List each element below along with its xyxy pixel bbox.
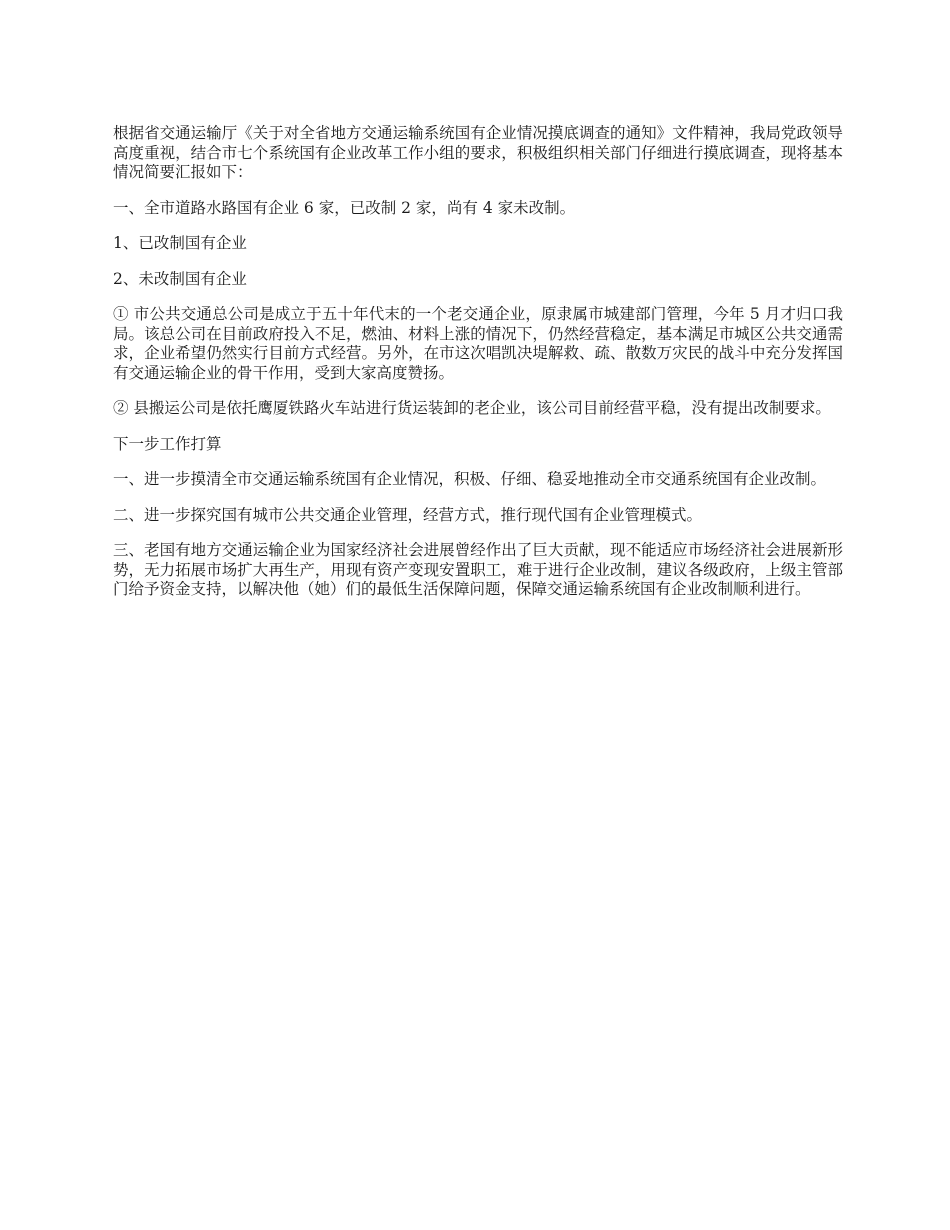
intro-paragraph: 根据省交通运输厅《关于对全省地方交通运输系统国有企业情况摸底调查的通知》文件精神，我局党政领导高度重视，结合市七个系统国有企业改革工作小组的要求，积极组织相关部门仔细进行摸底调查，现将基本情况简要汇报如下： [113,124,843,181]
next-step-three: 三、老国有地方交通运输企业为国家经济社会进展曾经作出了巨大贡献，现不能适应市场经济社会进展新形势，无力拓展市场扩大再生产，用现有资产变现安置职工，难于进行企业改制，建议各级政府，上级主管部门给予资金支持，以解决他（她）们的最低生活保障问题，保障交通运输系统国有企业改制顺利进行。 [113,541,843,598]
section-one-summary: 一、全市道路水路国有企业 6 家，已改制 2 家，尚有 4 家未改制。 [113,198,576,217]
next-step-one: 一、进一步摸清全市交通运输系统国有企业情况，积极、仔细、稳妥地推动全市交通系统国有企业改制。 [113,470,827,488]
next-step-two: 二、进一步探究国有城市公共交通企业管理，经营方式，推行现代国有企业管理模式。 [113,505,703,524]
subheading-unreformed: 2、未改制国有企业 [113,269,247,288]
item-county-transport: ② 县搬运公司是依托鹰厦铁路火车站进行货运装卸的老企业，该公司目前经营平稳，没有提出改制要求。 [113,399,831,417]
next-steps-heading: 下一步工作打算 [113,434,222,453]
item-public-transport: ① 市公共交通总公司是成立于五十年代末的一个老交通企业，原隶属市城建部门管理，今年 5 月才归口我局。该总公司在目前政府投入不足，燃油、材料上涨的情况下，仍然经营稳定，基本满足市城区公共交通需求，企业希望仍然实行目前方式经营。另外，在市这次唱凯决堤解救、疏、散数万灾民的战斗中充分发挥国有交通运输企业的骨干作用，受到大家高度赞扬。 [113,305,843,382]
document-body [113,124,843,616]
subheading-reformed: 1、已改制国有企业 [113,234,247,252]
